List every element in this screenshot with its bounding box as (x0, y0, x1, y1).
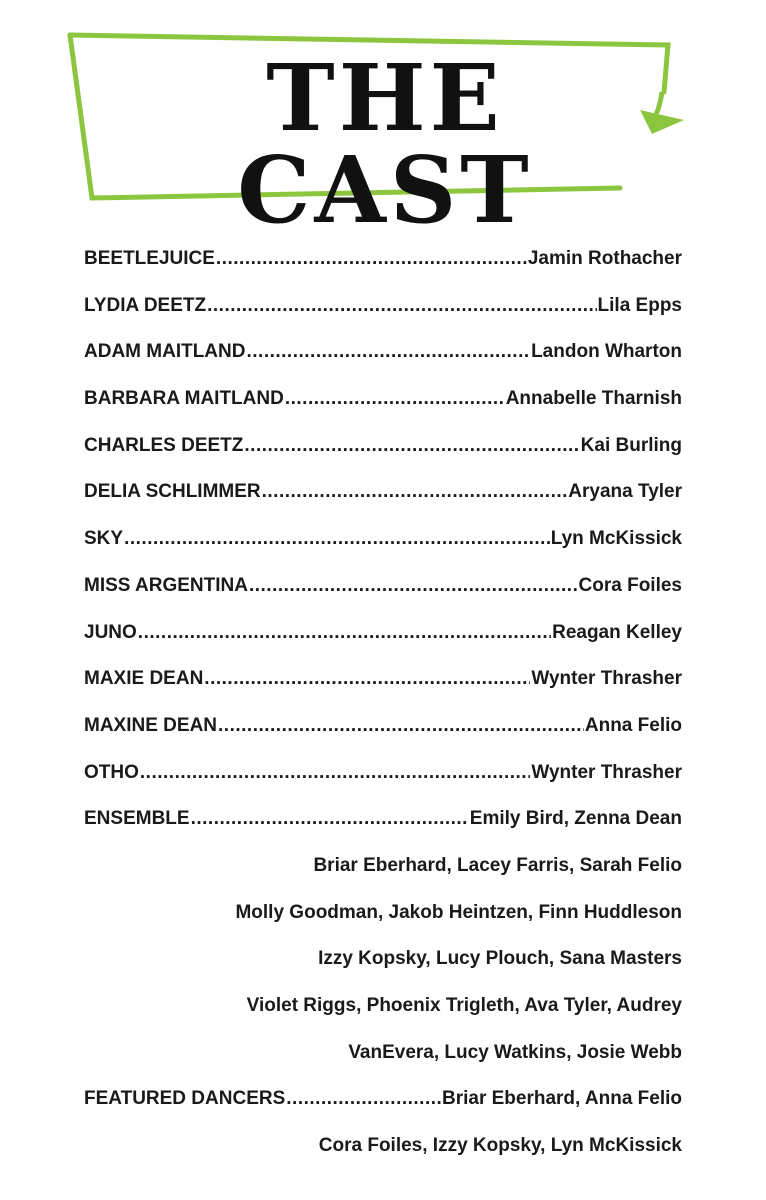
dot-leader (246, 341, 530, 363)
dot-leader (140, 762, 530, 784)
actor-name: Annabelle Tharnish (505, 388, 682, 410)
cast-list (84, 248, 682, 1182)
dot-leader (124, 528, 550, 550)
cast-row (84, 248, 682, 295)
actor-name: Emily Bird, Zenna Dean (469, 808, 682, 830)
ensemble-continued-line: VanEvera, Lucy Watkins, Josie Webb (348, 1041, 682, 1063)
dot-leader (207, 295, 596, 317)
role-name: LYDIA DEETZ (84, 294, 207, 316)
ensemble-continued-line: Molly Goodman, Jakob Heintzen, Finn Huddleson (235, 901, 682, 923)
ensemble-continued-line: Izzy Kopsky, Lucy Plouch, Sana Masters (318, 948, 682, 970)
actor-name: Briar Eberhard, Anna Felio (441, 1088, 682, 1110)
cast-row (84, 388, 682, 435)
role-name: DELIA SCHLIMMER (84, 481, 261, 503)
role-name: BEETLEJUICE (84, 248, 215, 269)
actor-name: Reagan Kelley (552, 621, 682, 643)
role-name: FEATURED DANCERS (84, 1088, 286, 1110)
dot-leader (244, 435, 579, 457)
dot-leader (191, 808, 469, 830)
cast-row (84, 528, 682, 575)
cast-row (84, 295, 682, 342)
cast-row-featured (84, 1088, 682, 1135)
cast-row (84, 762, 682, 809)
role-name: BARBARA MAITLAND (84, 388, 284, 410)
actor-name: Cora Foiles (578, 574, 682, 596)
actor-name: Wynter Thrasher (531, 761, 682, 783)
dot-leader (262, 481, 568, 503)
dot-leader (249, 575, 578, 597)
actor-name: Aryana Tyler (568, 481, 682, 503)
role-name: SKY (84, 528, 124, 550)
cast-row (84, 435, 682, 482)
cast-row (84, 341, 682, 388)
role-name: MAXINE DEAN (84, 714, 218, 736)
dot-leader (285, 388, 505, 410)
role-name: ADAM MAITLAND (84, 341, 246, 363)
cast-row (84, 808, 682, 855)
cast-row (84, 715, 682, 762)
page-title: THE CAST (237, 44, 533, 244)
ensemble-continued-line: Briar Eberhard, Lacey Farris, Sarah Felio (313, 854, 682, 876)
actor-name: Kai Burling (580, 434, 682, 456)
featured-continued-line: Cora Foiles, Izzy Kopsky, Lyn McKissick (318, 1135, 682, 1157)
cast-row (84, 575, 682, 622)
title-banner (0, 0, 766, 244)
role-name: JUNO (84, 621, 137, 643)
cast-row (84, 481, 682, 528)
role-name: MAXIE DEAN (84, 668, 204, 690)
role-name: CHARLES DEETZ (84, 434, 244, 456)
cast-row (84, 668, 682, 715)
dot-leader (218, 715, 584, 737)
dot-leader (138, 622, 551, 644)
actor-name: Jamin Rothacher (527, 248, 682, 269)
banner-arrow-icon (640, 110, 684, 134)
actor-name: Wynter Thrasher (531, 668, 682, 690)
dot-leader (216, 248, 527, 270)
actor-name: Anna Felio (584, 714, 682, 736)
dot-leader (204, 668, 530, 690)
actor-name: Lila Epps (597, 294, 682, 316)
role-name: MISS ARGENTINA (84, 574, 248, 596)
cast-row (84, 622, 682, 669)
ensemble-continued-line: Violet Riggs, Phoenix Trigleth, Ava Tyler, Audrey (246, 995, 682, 1016)
actor-name: Landon Wharton (531, 341, 682, 363)
role-name: ENSEMBLE (84, 808, 190, 830)
role-name: OTHO (84, 761, 139, 783)
dot-leader (286, 1088, 441, 1110)
actor-name: Lyn McKissick (550, 528, 682, 550)
